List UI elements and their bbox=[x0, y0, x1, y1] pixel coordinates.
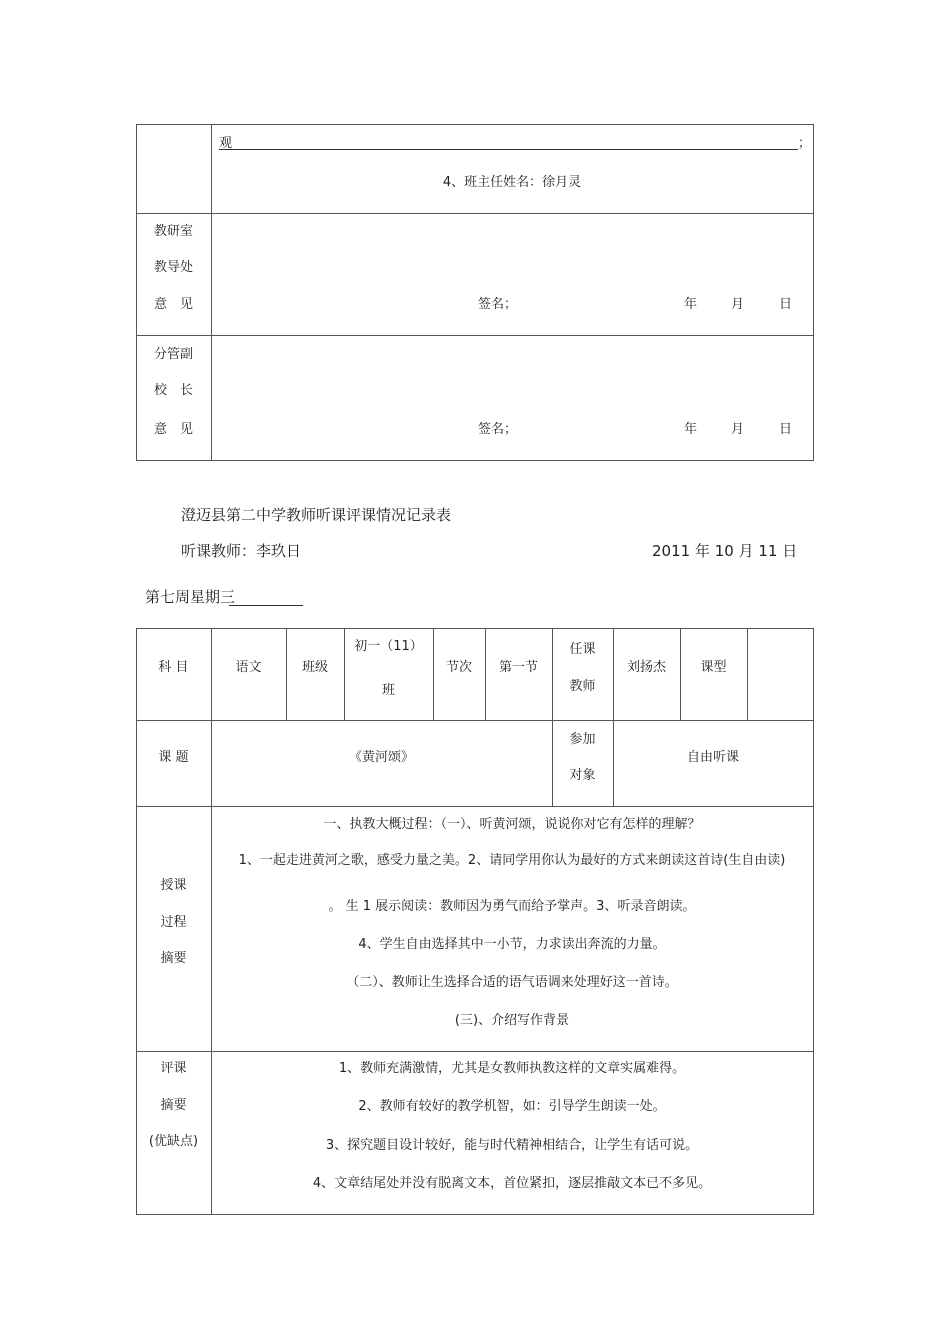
participants-label-line2: 对象 bbox=[569, 768, 596, 783]
table-border bbox=[136, 806, 814, 807]
office-label-line2: 教导处 bbox=[153, 260, 193, 275]
teacher-label-line2: 教师 bbox=[569, 679, 596, 694]
period-value: 第一节 bbox=[498, 660, 538, 675]
office-label-line1: 教研室 bbox=[153, 224, 193, 239]
week-day: 第七周星期三 bbox=[145, 588, 236, 606]
table-border bbox=[747, 628, 748, 720]
participants-label-line1: 参加 bbox=[569, 732, 596, 747]
table-border bbox=[136, 124, 137, 460]
process-label-line1: 授课 bbox=[160, 878, 187, 893]
table-border bbox=[813, 124, 814, 460]
process-line: 。 生 1 展示阅读：教师因为勇气而给予掌声。3、听录音朗读。 bbox=[328, 899, 696, 914]
table-border bbox=[136, 335, 814, 336]
eval-label-line2: 摘要 bbox=[160, 1098, 187, 1113]
eval-label-line1: 评课 bbox=[160, 1061, 187, 1076]
participants-value: 自由听课 bbox=[686, 750, 739, 765]
table-border bbox=[136, 213, 814, 214]
office-label-line3: 意 见 bbox=[153, 297, 193, 312]
vp-year-label: 年 bbox=[684, 422, 698, 437]
process-line: 1、一起走进黄河之歌，感受力量之美。2、请同学用你认为最好的方式来朗读这首诗(生自由读) bbox=[238, 853, 786, 868]
eval-line: 1、教师充满激情，尤其是女教师执教这样的文章实属难得。 bbox=[338, 1061, 686, 1076]
fill-underline bbox=[219, 149, 798, 150]
period-label: 节次 bbox=[445, 660, 472, 675]
vp-label-line2: 校 长 bbox=[153, 383, 193, 398]
table-border bbox=[613, 628, 614, 806]
eval-label-line3: (优缺点) bbox=[148, 1134, 199, 1149]
semicolon-text: ； bbox=[798, 136, 812, 151]
office-sign-label: 签名； bbox=[478, 297, 518, 312]
teacher-label-line1: 任课 bbox=[569, 642, 596, 657]
table-border bbox=[813, 628, 814, 1214]
table-border bbox=[211, 628, 212, 1214]
record-date: 2011 年 10 月 11 日 bbox=[652, 542, 798, 560]
subject-label: 科 目 bbox=[158, 660, 189, 675]
process-label-line3: 摘要 bbox=[160, 951, 187, 966]
table-border bbox=[136, 460, 814, 461]
class-value-line1: 初一（11） bbox=[354, 639, 423, 654]
vp-label-line3: 意 见 bbox=[153, 422, 193, 437]
table-border bbox=[136, 124, 814, 125]
vp-label-line1: 分管副 bbox=[153, 347, 193, 362]
eval-line: 4、文章结尾处并没有脱离文本，首位紧扣，逐层推敲文本已不多见。 bbox=[312, 1176, 712, 1191]
eval-line: 3、探究题目设计较好，能与时代精神相结合，让学生有话可说。 bbox=[325, 1138, 699, 1153]
guan-text: 观 bbox=[219, 136, 233, 151]
observer-teacher: 听课教师：李玖日 bbox=[181, 542, 302, 560]
process-line: (三)、介绍写作背景 bbox=[454, 1013, 570, 1028]
table-border bbox=[136, 1051, 814, 1052]
class-label: 班级 bbox=[301, 660, 328, 675]
table-border bbox=[136, 1214, 814, 1215]
vp-month-label: 月 bbox=[731, 422, 745, 437]
office-month-label: 月 bbox=[731, 297, 745, 312]
eval-line: 2、教师有较好的教学机智，如：引导学生朗读一处。 bbox=[358, 1099, 666, 1114]
table-border bbox=[136, 628, 814, 629]
vp-day-label: 日 bbox=[779, 422, 793, 437]
process-line: （二）、教师让生选择合适的语气语调来处理好这一首诗。 bbox=[346, 975, 678, 990]
teacher-value: 刘扬杰 bbox=[626, 660, 666, 675]
office-day-label: 日 bbox=[779, 297, 793, 312]
process-label-line2: 过程 bbox=[160, 915, 187, 930]
subject-value: 语文 bbox=[235, 660, 262, 675]
topic-value: 《黄河颂》 bbox=[348, 750, 414, 765]
week-underline bbox=[229, 605, 303, 606]
form-title: 澄迈县第二中学教师听课评课情况记录表 bbox=[181, 506, 452, 524]
process-line: 一、执教大概过程：（一）、听黄河颂，说说你对它有怎样的理解？ bbox=[323, 817, 701, 832]
table-border bbox=[136, 720, 814, 721]
head-teacher-name: 4、班主任姓名：徐月灵 bbox=[442, 175, 582, 190]
office-year-label: 年 bbox=[684, 297, 698, 312]
process-line: 4、学生自由选择其中一小节，力求读出奔流的力量。 bbox=[358, 937, 666, 952]
class-value-line2: 班 bbox=[381, 683, 395, 698]
vp-sign-label: 签名； bbox=[478, 422, 518, 437]
topic-label: 课 题 bbox=[158, 750, 189, 765]
type-label: 课型 bbox=[700, 660, 727, 675]
